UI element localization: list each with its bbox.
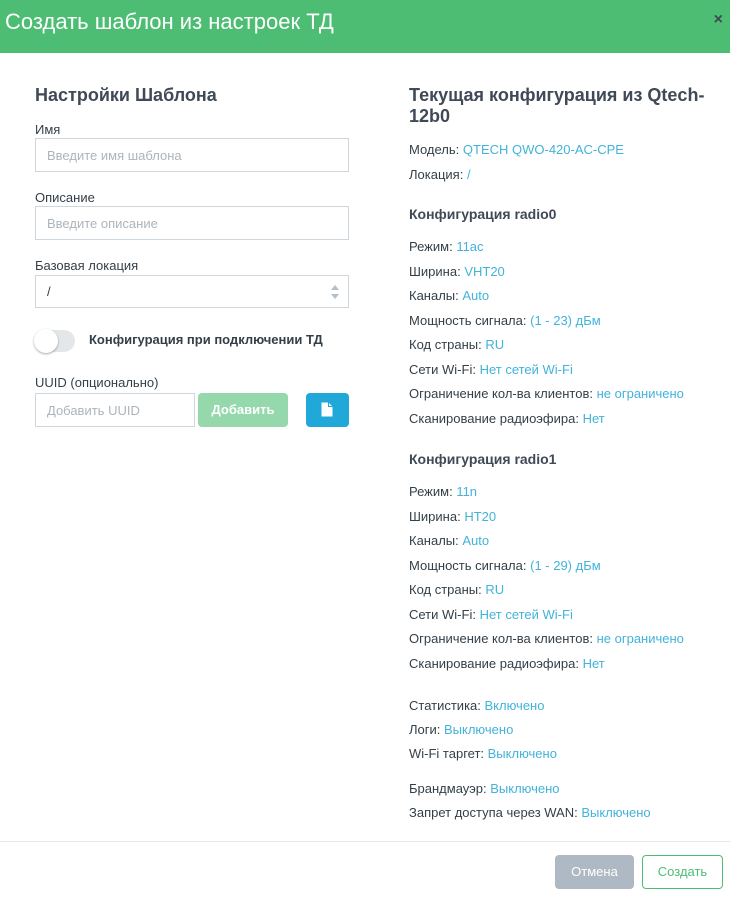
info-row-value: Выключено xyxy=(487,746,557,761)
close-icon[interactable]: × xyxy=(713,11,723,28)
info-row xyxy=(409,631,684,646)
location-info-value: / xyxy=(466,167,471,182)
info-row xyxy=(409,582,504,597)
upload-file-button[interactable] xyxy=(306,393,349,427)
info-row-value: Выключено xyxy=(444,722,514,737)
radio0-title: Конфигурация radio0 xyxy=(409,206,557,222)
info-row-value: не ограничено xyxy=(596,631,684,646)
info-row xyxy=(409,386,684,401)
name-label: Имя xyxy=(35,122,61,137)
info-row xyxy=(409,533,489,548)
uuid-label: UUID (опционально) xyxy=(35,375,159,390)
info-row-value: Auto xyxy=(462,533,490,548)
info-row-label: Ограничение кол-ва клиентов: xyxy=(409,631,597,646)
info-row xyxy=(409,264,505,279)
info-row-value: VHT20 xyxy=(464,263,505,279)
info-row-label: Ширина: xyxy=(409,263,465,279)
info-row-value: 11ac xyxy=(456,239,484,254)
location-info-label: Локация: xyxy=(409,167,467,182)
description-label: Описание xyxy=(35,190,95,205)
info-row-value: RU xyxy=(485,582,505,597)
current-config-title: Текущая конфигурация из Qtech-12b0 xyxy=(409,85,705,126)
info-row-label: Сканирование радиоэфира: xyxy=(409,655,583,671)
info-row-label: Сканирование радиоэфира: xyxy=(409,410,583,426)
cancel-button[interactable]: Отмена xyxy=(555,855,634,889)
info-row-label: Каналы: xyxy=(409,288,463,303)
uuid-input[interactable] xyxy=(35,393,195,427)
model-value: QTECH QWO-420-AC-CPE xyxy=(462,142,624,157)
info-row-label: Ширина: xyxy=(409,508,465,524)
info-row xyxy=(409,607,573,622)
radio1-title: Конфигурация radio1 xyxy=(409,451,557,467)
connect-config-toggle[interactable] xyxy=(35,330,75,352)
description-input[interactable] xyxy=(35,206,349,240)
info-row-label: Логи: xyxy=(409,722,444,737)
description-placeholder: Введите описание xyxy=(47,216,158,231)
connect-config-label: Конфигурация при подключении ТД xyxy=(89,332,323,347)
info-row xyxy=(409,411,605,426)
info-row xyxy=(409,509,496,524)
info-row-label: Сети Wi-Fi: xyxy=(409,361,480,377)
info-row-value: Нет xyxy=(582,655,605,671)
info-row-label: Режим: xyxy=(409,484,457,499)
info-row-label: Мощность сигнала: xyxy=(409,312,531,328)
info-row-label: Запрет доступа через WAN: xyxy=(409,805,582,820)
toggle-knob xyxy=(34,329,58,353)
info-row-value: HT20 xyxy=(464,508,497,524)
location-select[interactable] xyxy=(35,275,349,308)
info-row-value: не ограничено xyxy=(596,386,684,401)
info-row-value: Нет сетей Wi-Fi xyxy=(479,606,573,622)
info-row xyxy=(409,722,513,737)
info-row-label: Код страны: xyxy=(409,337,486,352)
info-row-value: 11n xyxy=(456,484,478,499)
info-row-value: (1 - 23) дБм xyxy=(530,312,601,328)
location-label: Базовая локация xyxy=(35,258,139,273)
location-line xyxy=(409,167,471,182)
info-row-value: Выключено xyxy=(581,805,651,820)
info-row-value: Нет xyxy=(582,410,605,426)
info-row-value: (1 - 29) дБм xyxy=(530,557,601,573)
info-row-label: Режим: xyxy=(409,239,457,254)
info-row xyxy=(409,698,544,713)
info-row-label: Сети Wi-Fi: xyxy=(409,606,480,622)
info-row-label: Код страны: xyxy=(409,582,486,597)
info-row-value: Нет сетей Wi-Fi xyxy=(479,361,573,377)
model-line xyxy=(409,142,624,157)
info-row-label: Брандмауэр: xyxy=(409,781,491,796)
info-row-value: Auto xyxy=(462,288,490,303)
location-select-value: / xyxy=(47,284,51,299)
select-arrows-icon xyxy=(331,282,339,302)
template-settings-title: Настройки Шаблона xyxy=(35,85,217,105)
info-row-value: Включено xyxy=(484,698,545,713)
info-row-value: Выключено xyxy=(490,781,560,796)
info-row-value: RU xyxy=(485,337,505,352)
info-row xyxy=(409,805,651,820)
uuid-placeholder: Добавить UUID xyxy=(47,403,140,418)
info-row xyxy=(409,656,605,671)
info-row-label: Статистика: xyxy=(409,698,485,713)
create-button[interactable]: Создать xyxy=(642,855,723,889)
info-row xyxy=(409,484,477,499)
modal-title: Создать шаблон из настроек ТД xyxy=(5,9,334,34)
info-row xyxy=(409,288,489,303)
add-uuid-button[interactable]: Добавить xyxy=(198,393,288,427)
model-label: Модель: xyxy=(409,142,463,157)
info-row-label: Wi-Fi таргет: xyxy=(409,746,488,761)
file-icon xyxy=(321,402,333,417)
info-row xyxy=(409,239,484,254)
info-row-label: Ограничение кол-ва клиентов: xyxy=(409,386,597,401)
info-row xyxy=(409,781,560,796)
info-row xyxy=(409,337,504,352)
name-input[interactable] xyxy=(35,138,349,172)
info-row-label: Каналы: xyxy=(409,533,463,548)
info-row xyxy=(409,746,557,761)
info-row-label: Мощность сигнала: xyxy=(409,557,531,573)
info-row xyxy=(409,362,573,377)
info-row xyxy=(409,558,601,573)
modal-header xyxy=(0,0,730,53)
info-row xyxy=(409,313,601,328)
name-placeholder: Введите имя шаблона xyxy=(47,148,182,163)
footer-divider xyxy=(0,841,730,842)
